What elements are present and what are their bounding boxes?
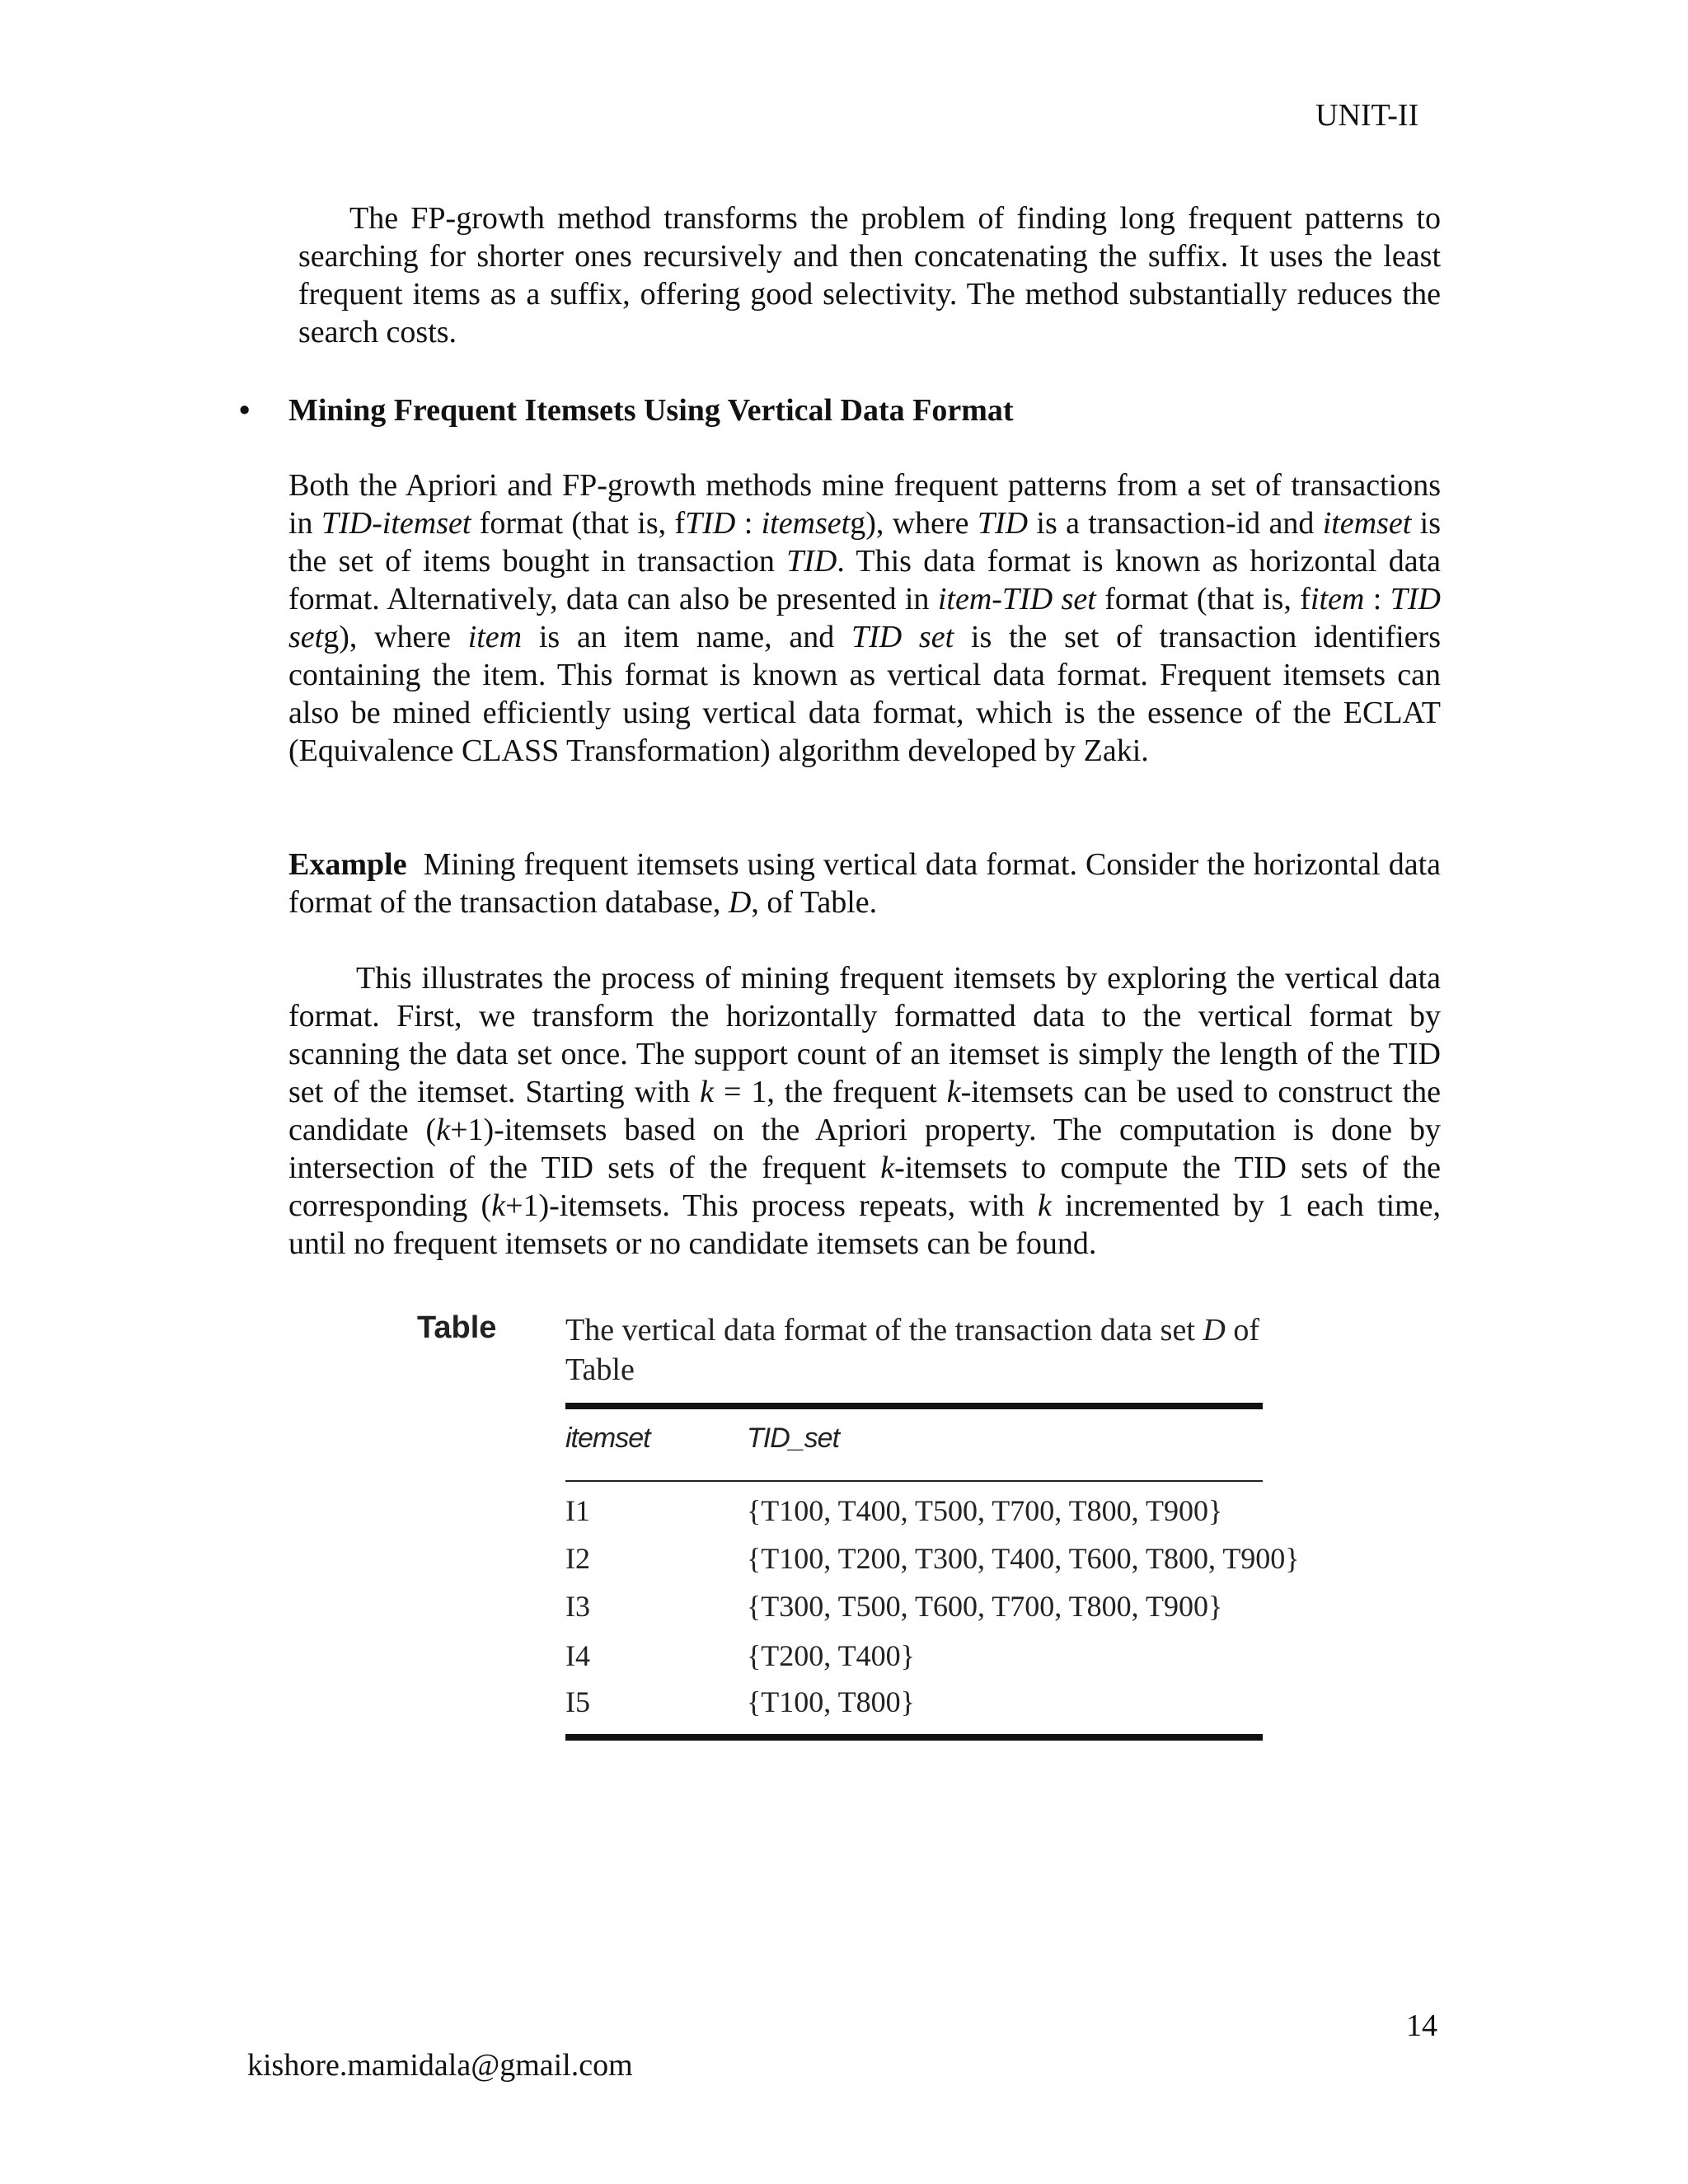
table-cell-itemset: I4: [565, 1639, 590, 1672]
paragraph-vertical-format: Both the Apriori and FP-growth methods mine frequent patterns from a set of transactions in TID-itemset format (that is, fTID : itemsetg), where TID is a transaction-id and itemset is the set of items bought in transaction TID. This data format is known as horizontal data format. Alternatively, data can also be presented in item-TID set format (that is, fitem : TID setg), where item is an item name, and TID set is the set of transaction identifiers containing the item. This format is known as vertical data format. Frequent itemsets can also be mined efficiently using vertical data format, which is the essence of the ECLAT (Equivalence CLASS Transformation) algorithm developed by Zaki.: [288, 468, 1441, 768]
table-bottom-rule: [565, 1734, 1263, 1741]
paragraph-fp-growth-text: The FP-growth method transforms the problem of finding long frequent patterns to searching for shorter ones recursively and then concatenating the suffix. It uses the least frequent items as a suffix, offering good selectivity. The method substantially reduces the search costs.: [298, 201, 1441, 349]
table-cell-itemset: I1: [565, 1494, 590, 1527]
table-cell-itemset: I2: [565, 1542, 590, 1575]
table-cell-tid-set: {T200, T400}: [747, 1639, 915, 1672]
table-cell-tid-set: {T100, T400, T500, T700, T800, T900}: [747, 1494, 1223, 1527]
table-header-rule: [565, 1480, 1263, 1482]
table-cell-tid-set: {T300, T500, T600, T700, T800, T900}: [747, 1590, 1223, 1623]
example-label: Example: [288, 847, 407, 882]
page-header-unit: UNIT-II: [1315, 98, 1419, 133]
footer-email: kishore.mamidala@gmail.com: [247, 2048, 633, 2083]
bullet-icon: •: [239, 393, 251, 428]
table-cell-itemset: I3: [565, 1590, 590, 1623]
table-header-tid-set: TID_set: [747, 1422, 840, 1454]
table-cell-itemset: I5: [565, 1685, 590, 1718]
table-cell-tid-set: {T100, T800}: [747, 1685, 915, 1718]
table-label: Table: [417, 1310, 497, 1345]
table-header-itemset: itemset: [565, 1422, 650, 1454]
paragraph-process: This illustrates the process of mining frequent itemsets by exploring the vertical data format. First, we transform the horizontally formatted data to the vertical format by scanning the data set once. The support count of an itemset is simply the length of the TID set of the itemset. Starting with k = 1, the frequent k-itemsets can be used to construct the candidate (k+1)-itemsets based on the Apriori property. The computation is done by intersection of the TID sets of the frequent k-itemsets to compute the TID sets of the corresponding (k+1)-itemsets. This process repeats, with k incremented by 1 each time, until no frequent itemsets or no candidate itemsets can be found.: [288, 961, 1442, 1261]
table-cell-tid-set: {T100, T200, T300, T400, T600, T800, T900}: [747, 1542, 1300, 1575]
paragraph-example: Example Mining frequent itemsets using vertical data format. Consider the horizontal data format of the transaction database, D, of Table.: [288, 847, 1449, 920]
section-heading-text: Mining Frequent Itemsets Using Vertical Data Format: [288, 393, 1014, 428]
table-top-rule: [565, 1403, 1263, 1409]
page-number: 14: [1406, 2008, 1437, 2043]
table-caption: The vertical data format of the transaction data set D of Table: [565, 1313, 1259, 1387]
paragraph-fp-growth: [298, 199, 1441, 351]
